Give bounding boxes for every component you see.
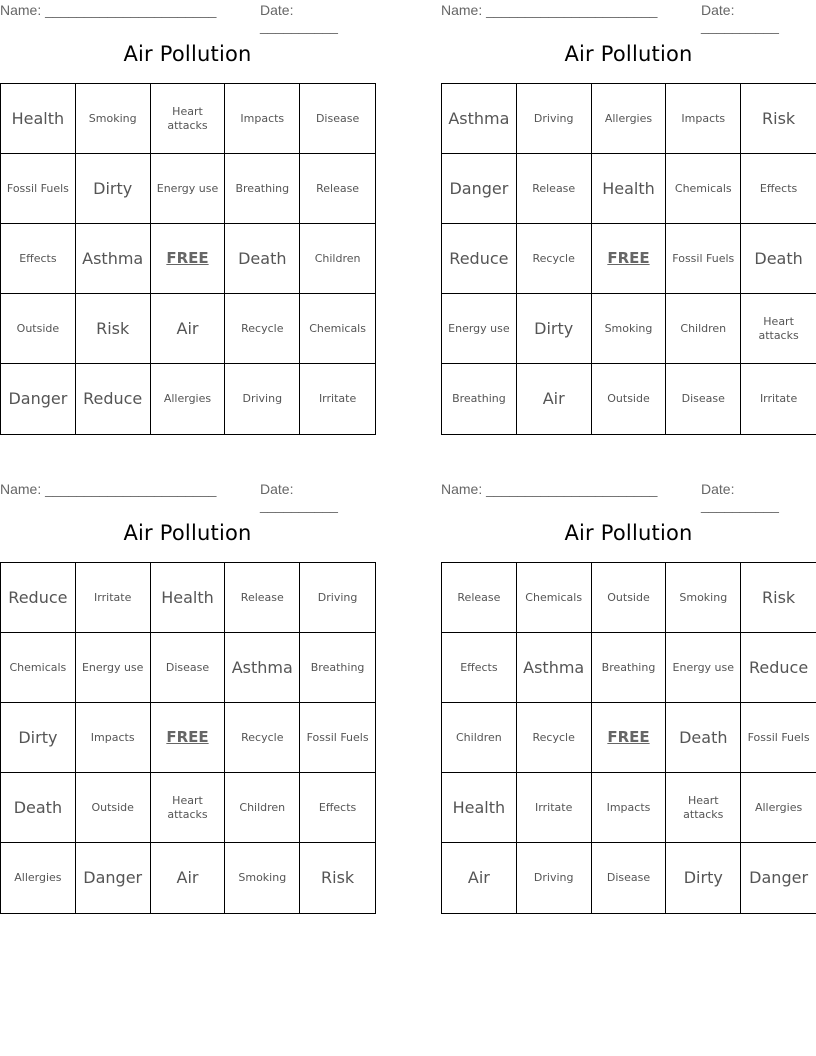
bingo-cell: Driving xyxy=(517,84,592,154)
date-field-label: Date: __________ xyxy=(701,481,779,513)
bingo-cell: Energy use xyxy=(151,154,226,224)
bingo-cell: Dirty xyxy=(517,294,592,364)
bingo-cell: Asthma xyxy=(442,84,517,154)
bingo-cell: Disease xyxy=(151,633,226,703)
bingo-cell: Fossil Fuels xyxy=(741,703,816,773)
bingo-cell: Children xyxy=(225,773,300,843)
name-field-label: Name: ______________________ xyxy=(0,481,217,497)
bingo-cell: Heart attacks xyxy=(741,294,816,364)
bingo-cell: Recycle xyxy=(225,703,300,773)
bingo-cell: Breathing xyxy=(300,633,375,703)
bingo-cell: Disease xyxy=(666,364,741,434)
bingo-cell: Allergies xyxy=(151,364,226,434)
bingo-cell: Impacts xyxy=(225,84,300,154)
bingo-cell: Irritate xyxy=(76,563,151,633)
bingo-cell: Fossil Fuels xyxy=(666,224,741,294)
bingo-cell: Reduce xyxy=(1,563,76,633)
bingo-cell: Driving xyxy=(517,843,592,913)
card-header xyxy=(441,479,816,513)
bingo-cell: Death xyxy=(666,703,741,773)
bingo-cell: Breathing xyxy=(225,154,300,224)
free-space-cell: FREE xyxy=(151,703,226,773)
bingo-cell: Risk xyxy=(76,294,151,364)
bingo-cell: Allergies xyxy=(592,84,667,154)
bingo-cell: Irritate xyxy=(517,773,592,843)
bingo-cell: Impacts xyxy=(76,703,151,773)
bingo-cell: Smoking xyxy=(76,84,151,154)
bingo-cell: Children xyxy=(442,703,517,773)
bingo-cell: Outside xyxy=(76,773,151,843)
name-field-label: Name: ______________________ xyxy=(441,2,658,18)
name-field-label: Name: ______________________ xyxy=(441,481,658,497)
bingo-cell: Recycle xyxy=(225,294,300,364)
bingo-grid xyxy=(0,83,376,435)
card-title: Air Pollution xyxy=(564,42,693,66)
bingo-cell: Outside xyxy=(592,364,667,434)
card-title: Air Pollution xyxy=(123,42,252,66)
bingo-cell: Disease xyxy=(300,84,375,154)
bingo-cell: Allergies xyxy=(741,773,816,843)
bingo-cell: Irritate xyxy=(759,392,798,406)
bingo-cell: Energy use xyxy=(442,294,517,364)
bingo-cell: Risk xyxy=(741,84,816,154)
bingo-cell: Release xyxy=(300,154,375,224)
bingo-cell: Danger xyxy=(442,154,517,224)
bingo-cell: Fossil Fuels xyxy=(300,703,375,773)
bingo-cell: Outside xyxy=(592,563,667,633)
free-space-cell: FREE xyxy=(151,224,226,294)
bingo-cell: Impacts xyxy=(592,773,667,843)
bingo-cell: Dirty xyxy=(1,703,76,773)
bingo-cell: Recycle xyxy=(517,703,592,773)
date-field-label: Date: __________ xyxy=(701,2,779,34)
card-header xyxy=(441,0,816,34)
bingo-cell: Chemicals xyxy=(666,154,741,224)
bingo-cell: Effects xyxy=(300,773,375,843)
bingo-cell: Chemicals xyxy=(517,563,592,633)
bingo-cell: Children xyxy=(300,224,375,294)
bingo-cell: Allergies xyxy=(1,843,76,913)
bingo-cell: Health xyxy=(1,84,76,154)
bingo-cell: Smoking xyxy=(592,294,667,364)
bingo-cell: Air xyxy=(442,843,517,913)
bingo-cell: Impacts xyxy=(666,84,741,154)
bingo-cell: Health xyxy=(151,563,226,633)
bingo-cell: Danger xyxy=(76,843,151,913)
bingo-cell: Danger xyxy=(1,364,76,434)
date-field-label: Date: __________ xyxy=(260,2,338,34)
bingo-cell: Recycle xyxy=(517,224,592,294)
bingo-cell: Effects xyxy=(741,154,816,224)
card-title: Air Pollution xyxy=(564,521,693,545)
free-space-cell: FREE xyxy=(592,703,667,773)
bingo-cell: Asthma xyxy=(225,633,300,703)
bingo-cell: Death xyxy=(1,773,76,843)
bingo-cell: Risk xyxy=(321,868,355,887)
bingo-cell: Air xyxy=(151,294,226,364)
bingo-cell: Irritate xyxy=(318,392,357,406)
bingo-cell: Reduce xyxy=(442,224,517,294)
bingo-cell: Chemicals xyxy=(300,294,375,364)
bingo-cell: Outside xyxy=(1,294,76,364)
bingo-cell: Dirty xyxy=(76,154,151,224)
bingo-cell: Air xyxy=(517,364,592,434)
bingo-cell: Fossil Fuels xyxy=(1,154,76,224)
bingo-cell: Reduce xyxy=(76,364,151,434)
bingo-cell: Effects xyxy=(1,224,76,294)
bingo-cell: Smoking xyxy=(666,563,741,633)
bingo-cell: Asthma xyxy=(76,224,151,294)
bingo-grid xyxy=(441,83,816,435)
card-title: Air Pollution xyxy=(123,521,252,545)
name-field-label: Name: ______________________ xyxy=(0,2,217,18)
card-header xyxy=(0,0,375,34)
bingo-cell: Health xyxy=(592,154,667,224)
bingo-cell: Danger xyxy=(749,868,809,887)
bingo-grid xyxy=(0,562,376,914)
bingo-cell: Release xyxy=(517,154,592,224)
bingo-cell: Dirty xyxy=(666,843,741,913)
free-space-cell: FREE xyxy=(592,224,667,294)
bingo-cell: Energy use xyxy=(666,633,741,703)
bingo-cell: Heart attacks xyxy=(666,773,741,843)
bingo-cell: Heart attacks xyxy=(151,84,226,154)
date-field-label: Date: __________ xyxy=(260,481,338,513)
bingo-cell: Release xyxy=(225,563,300,633)
bingo-cell: Breathing xyxy=(592,633,667,703)
bingo-cell: Reduce xyxy=(741,633,816,703)
bingo-cell: Energy use xyxy=(76,633,151,703)
bingo-cell: Death xyxy=(741,224,816,294)
bingo-cell: Effects xyxy=(442,633,517,703)
bingo-cell: Health xyxy=(442,773,517,843)
bingo-cell: Air xyxy=(151,843,226,913)
bingo-grid xyxy=(441,562,816,914)
card-header xyxy=(0,479,375,513)
bingo-cell: Risk xyxy=(741,563,816,633)
bingo-cell: Heart attacks xyxy=(151,773,226,843)
bingo-cell: Release xyxy=(442,563,517,633)
bingo-cell: Smoking xyxy=(225,843,300,913)
bingo-cell: Disease xyxy=(592,843,667,913)
bingo-cell: Breathing xyxy=(442,364,517,434)
bingo-cell: Driving xyxy=(300,563,375,633)
bingo-cell: Driving xyxy=(225,364,300,434)
bingo-cell: Asthma xyxy=(517,633,592,703)
bingo-cell: Children xyxy=(666,294,741,364)
bingo-cell: Chemicals xyxy=(1,633,76,703)
bingo-cell: Death xyxy=(225,224,300,294)
